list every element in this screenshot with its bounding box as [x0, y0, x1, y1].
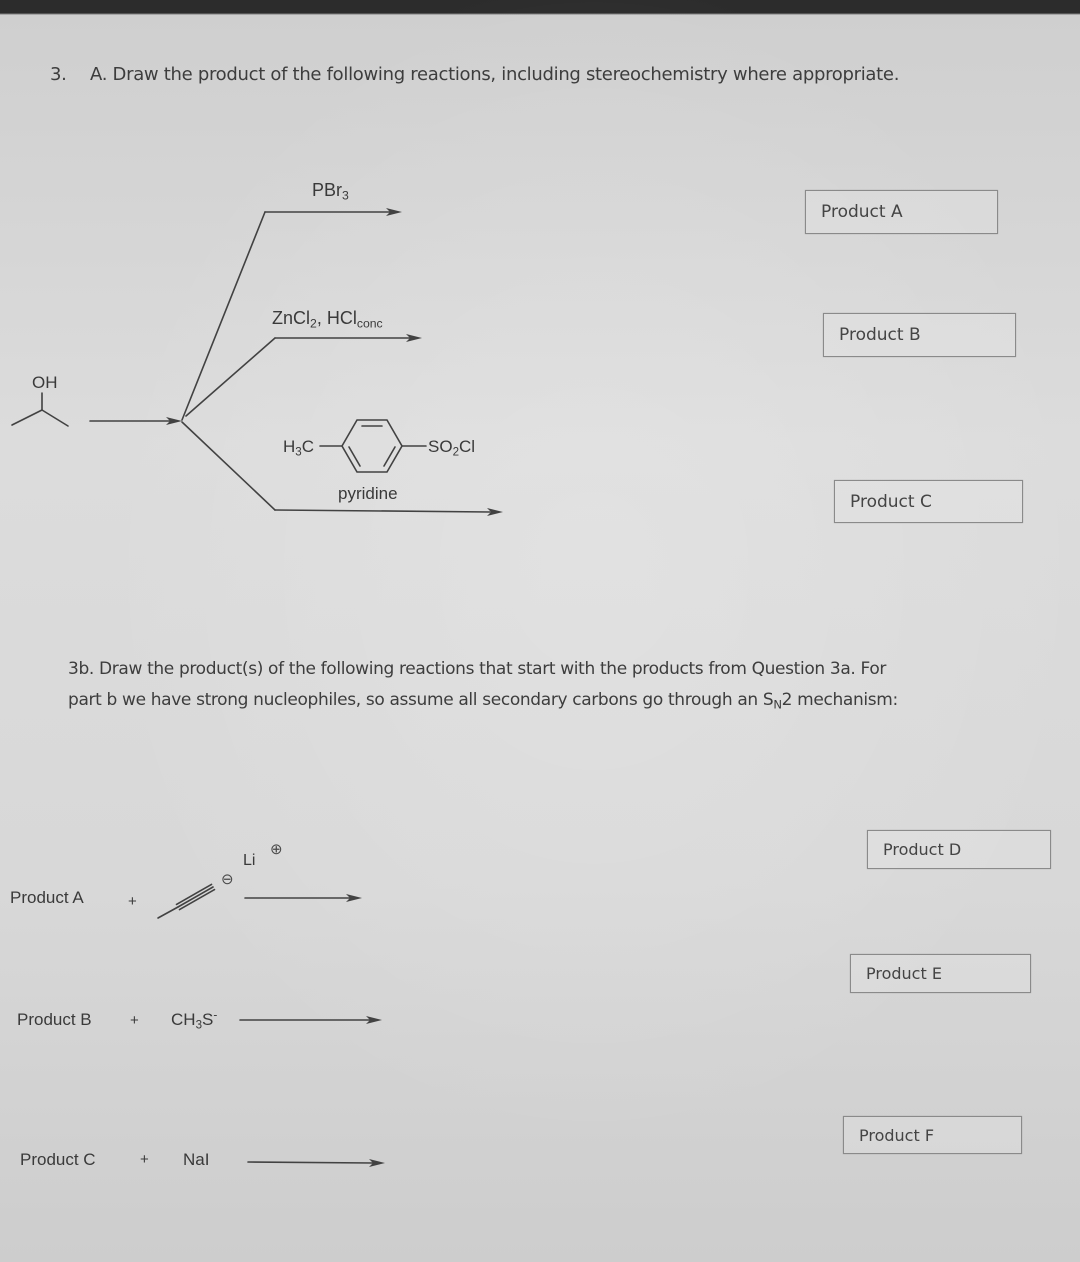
- row-c-reactant: Product C: [20, 1150, 96, 1169]
- pyridine-arrow-shaft: [275, 510, 490, 512]
- row-a-reactant: Product A: [10, 888, 84, 907]
- product-c-box[interactable]: [834, 480, 1023, 523]
- branch-line-pyridine: [182, 422, 275, 510]
- tosyl-so: SO: [428, 437, 453, 456]
- tosyl-cl: Cl: [458, 437, 476, 456]
- product-f-box[interactable]: [843, 1116, 1022, 1154]
- product-b-label: Product B: [839, 325, 921, 345]
- ring-double-bond-left: [349, 447, 360, 466]
- reagent-zncl2-hcl: [272, 308, 383, 331]
- left-methyl-bond: [12, 410, 42, 425]
- question-3b-line-2: [68, 690, 898, 712]
- ring-double-bond-right: [384, 447, 395, 466]
- tosyl-h-sub: 3: [295, 446, 302, 459]
- product-d-label: Product D: [883, 840, 962, 859]
- methanethiolate-ch: CH: [171, 1010, 196, 1029]
- product-e-box[interactable]: [850, 954, 1031, 993]
- reagent-sodium-iodide: NaI: [183, 1150, 210, 1169]
- product-a-box[interactable]: [805, 190, 998, 234]
- branch-line-pbr3: [182, 212, 265, 420]
- product-f-label: Product F: [859, 1125, 935, 1145]
- alkyne-methyl-bond: [158, 907, 178, 918]
- tosyl-sulfonyl-label: [428, 437, 476, 459]
- reagent-hcl-text: , HCl: [316, 308, 357, 328]
- question-3b-line-1: 3b. Draw the product(s) of the following reactions that start with the products from Question 3a. For: [68, 659, 887, 679]
- methanethiolate-s: S: [201, 1010, 214, 1029]
- sn-subscript: N: [773, 697, 782, 712]
- reagent-methanethiolate: [171, 1007, 218, 1032]
- hydroxyl-label: OH: [32, 373, 58, 392]
- reagent-pbr3: [312, 180, 349, 203]
- methanethiolate-sub: 3: [195, 1019, 202, 1032]
- tosyl-methyl-label: [283, 437, 314, 459]
- reagent-zncl2-text: ZnCl: [272, 308, 311, 328]
- product-b-box[interactable]: [823, 313, 1016, 357]
- question-3b-line-2-pre: part b we have strong nucleophiles, so assume all secondary carbons go through an S: [68, 690, 774, 710]
- acetylide-negative-charge: ⊖: [221, 871, 234, 888]
- product-e-label: Product E: [866, 964, 942, 983]
- question-number: 3.: [50, 64, 67, 85]
- question-3a-text: A. Draw the product of the following reactions, including stereochemistry where appropriate.: [90, 64, 900, 85]
- row-c-arrow-shaft: [248, 1162, 373, 1163]
- triple-bond-line-1: [178, 887, 213, 907]
- benzene-ring: [342, 420, 402, 472]
- question-3b-line-2-post: 2 mechanism:: [781, 690, 898, 710]
- product-d-box[interactable]: [867, 830, 1051, 869]
- right-methyl-bond: [42, 410, 68, 426]
- row-a-plus: +: [128, 893, 137, 910]
- tosyl-h: H: [283, 437, 296, 456]
- row-b-plus: +: [130, 1012, 139, 1029]
- product-c-label: Product C: [850, 491, 932, 512]
- lithium-counterion: Li: [243, 852, 256, 869]
- row-b-reactant: Product B: [17, 1010, 92, 1029]
- tosyl-so-sub: 2: [452, 446, 459, 459]
- product-a-label: Product A: [821, 202, 903, 222]
- tosyl-c: C: [301, 437, 314, 456]
- reagent-pbr3-text: PBr: [312, 180, 343, 200]
- lithium-positive-charge: ⊕: [270, 841, 283, 858]
- methanethiolate-charge: -: [213, 1007, 218, 1022]
- reagent-pbr3-sub: 3: [342, 188, 349, 203]
- reagent-pyridine: pyridine: [338, 484, 398, 503]
- reagent-zncl2-sub: 2: [310, 316, 317, 331]
- reagent-hcl-sub: conc: [356, 316, 383, 331]
- row-c-plus: +: [140, 1151, 149, 1168]
